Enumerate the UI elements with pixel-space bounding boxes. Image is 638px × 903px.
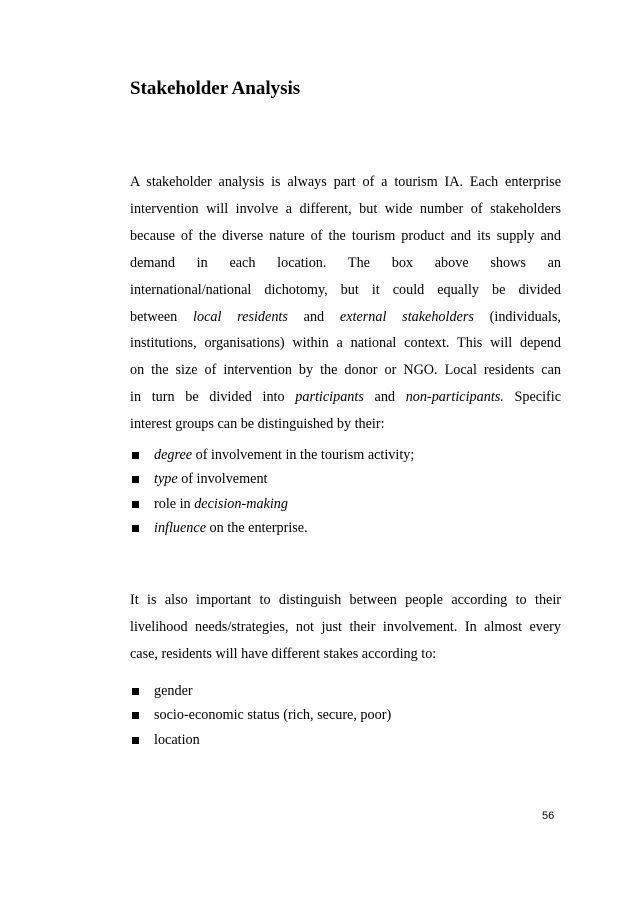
text-run: between xyxy=(130,308,194,325)
paragraph-line: case, residents will have different stakes according to: xyxy=(130,645,437,662)
square-bullet-icon xyxy=(132,501,139,508)
paragraph-line: institutions, organisations) within a national context. This will depend xyxy=(130,335,561,352)
intro-paragraph xyxy=(130,169,561,438)
text-run: (individuals, xyxy=(473,308,561,325)
list-item-text: gender xyxy=(154,683,193,699)
page-number: 56 xyxy=(542,810,555,822)
list-item-text: of involvement xyxy=(177,471,268,488)
square-bullet-icon xyxy=(132,452,139,459)
list-item-emphasis: influence xyxy=(154,519,206,536)
paragraph-line: demand in each location. The box above shows an xyxy=(130,254,561,271)
text-run: and xyxy=(363,389,406,406)
emphasis-participants: participants xyxy=(295,389,364,406)
list-item xyxy=(130,516,414,540)
emphasis-external-stakeholders: external stakeholders xyxy=(339,308,474,325)
paragraph-line: interest groups can be distinguished by their: xyxy=(130,416,385,433)
list-item xyxy=(130,467,414,491)
emphasis-local-residents: local residents xyxy=(193,308,288,325)
list-item-emphasis: degree xyxy=(154,447,193,463)
livelihood-paragraph xyxy=(130,587,561,668)
list-item-text: on the enterprise. xyxy=(206,519,308,536)
emphasis-non-participants: non-participants. xyxy=(405,389,504,406)
paragraph-line: A stakeholder analysis is always part of a tourism IA. Each enterprise xyxy=(130,174,561,190)
square-bullet-icon xyxy=(132,476,139,483)
list-item xyxy=(130,679,391,703)
list-item-text: location xyxy=(154,731,200,748)
square-bullet-icon xyxy=(132,688,139,695)
paragraph-line: intervention will involve a different, but wide number of stakeholders xyxy=(130,200,561,217)
list-item xyxy=(130,703,391,727)
interest-groups-list xyxy=(130,443,414,540)
paragraph-line: It is also important to distinguish between people according to their xyxy=(130,592,561,608)
square-bullet-icon xyxy=(132,525,139,532)
list-item xyxy=(130,492,414,516)
stakes-list xyxy=(130,679,391,752)
list-item-emphasis: type xyxy=(154,471,178,488)
text-run: and xyxy=(287,308,340,325)
square-bullet-icon xyxy=(132,712,139,719)
list-item-text: of involvement in the tourism activity; xyxy=(192,447,415,463)
list-item-text: socio-economic status (rich, secure, poor) xyxy=(154,707,392,724)
paragraph-line: international/national dichotomy, but it could equally be divided xyxy=(130,281,561,298)
paragraph-line: livelihood needs/strategies, not just their involvement. In almost every xyxy=(130,618,561,635)
paragraph-line xyxy=(130,384,561,411)
list-item xyxy=(130,728,391,752)
list-item xyxy=(130,443,414,467)
text-run: Specific xyxy=(503,389,561,406)
paragraph-line xyxy=(130,304,561,331)
list-item-text: role in xyxy=(154,495,195,512)
page-title: Stakeholder Analysis xyxy=(130,78,301,99)
square-bullet-icon xyxy=(132,737,139,744)
list-item-emphasis: decision-making xyxy=(194,495,288,512)
paragraph-line: because of the diverse nature of the tourism product and its supply and xyxy=(130,227,561,244)
text-run: in turn be divided into xyxy=(130,389,296,406)
paragraph-line: on the size of intervention by the donor or NGO. Local residents can xyxy=(130,362,561,379)
